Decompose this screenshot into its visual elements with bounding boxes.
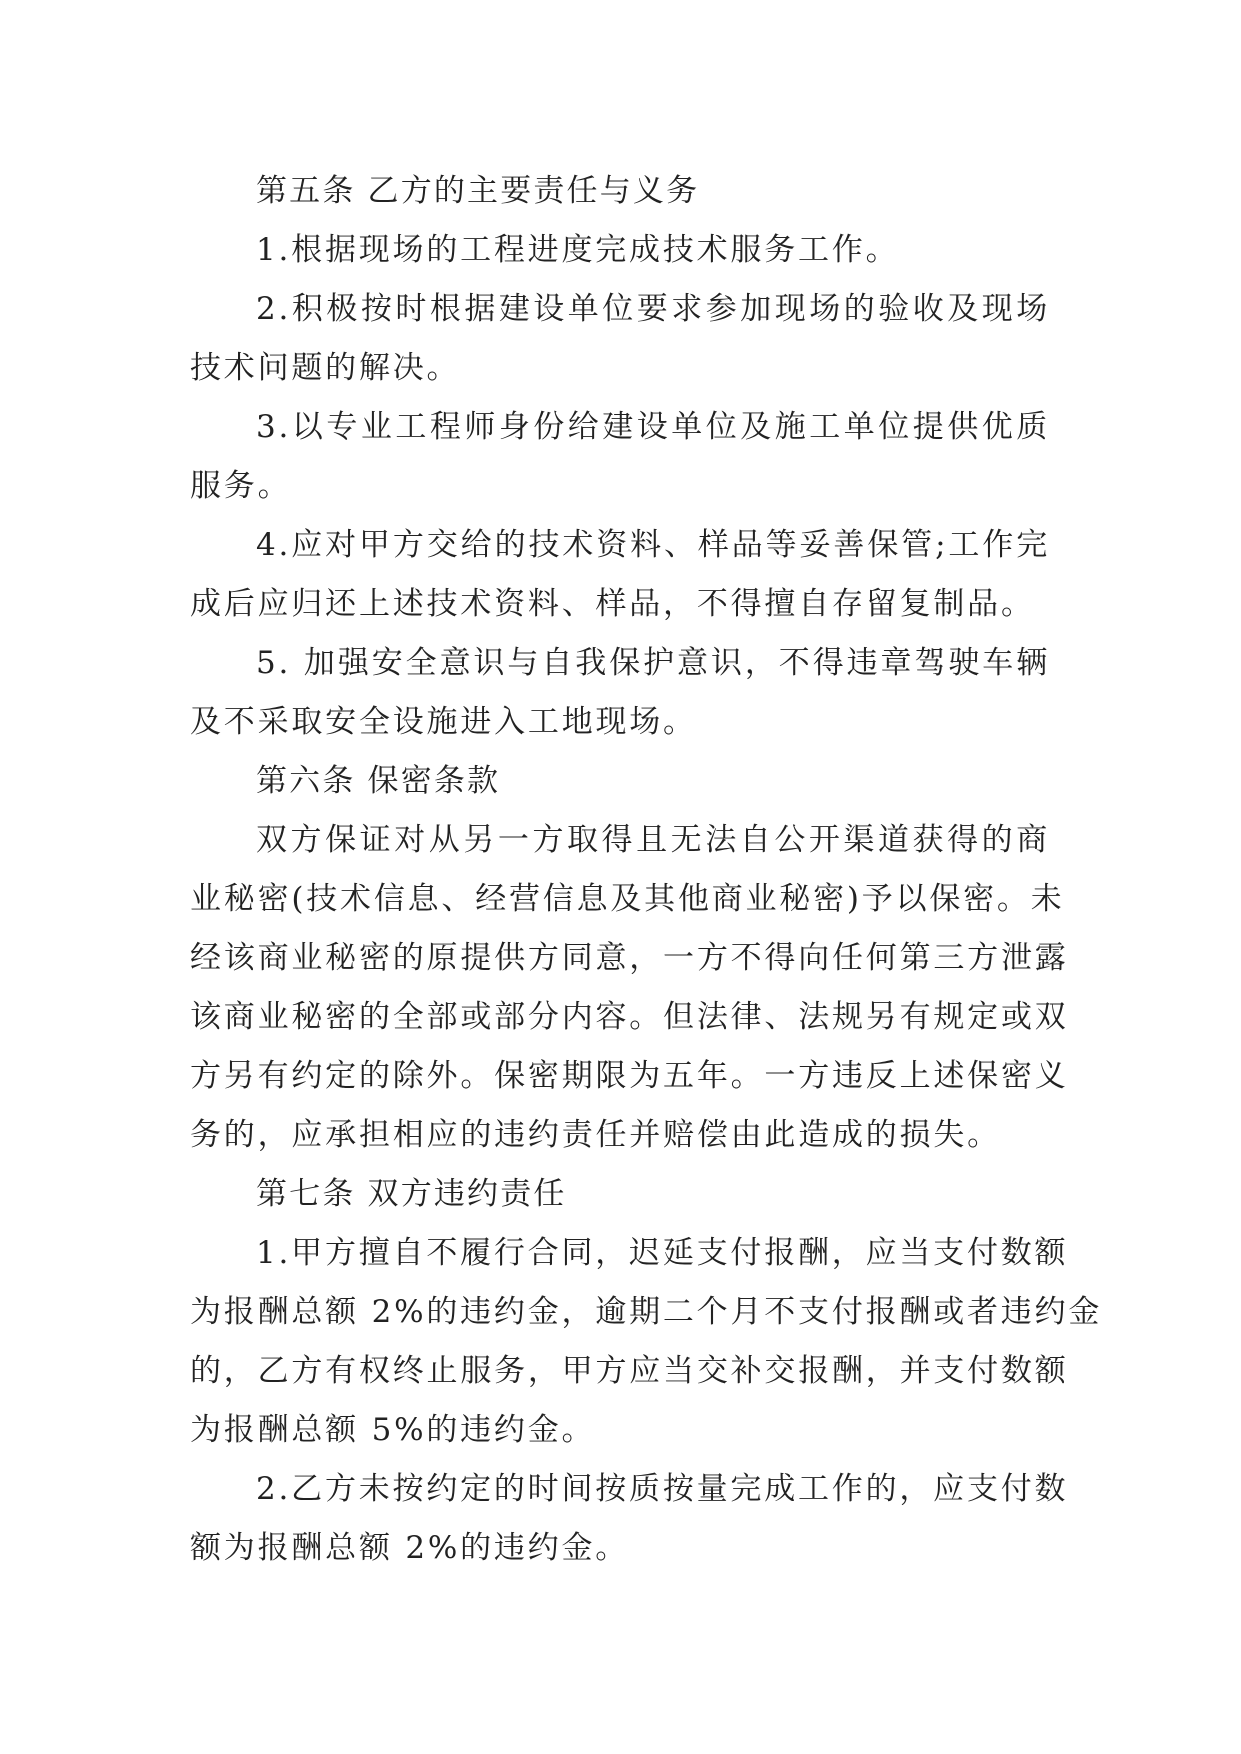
paragraph-line: 及不采取安全设施进入工地现场。 [190,704,697,740]
paragraph-line: 4.应对甲方交给的技术资料、样品等妥善保管;工作完 [256,527,1050,563]
paragraph-line: 该商业秘密的全部或部分内容。但法律、法规另有规定或双 [190,999,1069,1035]
paragraph-line: 双方保证对从另一方取得且无法自公开渠道获得的商 [256,822,1050,858]
section-heading-article-7: 第七条 双方违约责任 [256,1176,567,1212]
section-heading-article-5: 第五条 乙方的主要责任与义务 [256,173,700,209]
paragraph-line: 的，乙方有权终止服务，甲方应当交补交报酬，并支付数额 [190,1353,1069,1389]
document-body [190,162,1103,1578]
paragraph-line: 业秘密(技术信息、经营信息及其他商业秘密)予以保密。未 [190,881,1065,917]
paragraph-line: 成后应归还上述技术资料、样品，不得擅自存留复制品。 [190,586,1035,622]
paragraph-line: 方另有约定的除外。保密期限为五年。一方违反上述保密义 [190,1058,1069,1094]
paragraph-line: 2.积极按时根据建设单位要求参加现场的验收及现场 [256,291,1050,327]
paragraph-line: 3.以专业工程师身份给建设单位及施工单位提供优质 [256,409,1050,445]
paragraph-line: 服务。 [190,468,292,504]
paragraph-line: 技术问题的解决。 [190,350,461,386]
paragraph-line: 2.乙方未按约定的时间按质按量完成工作的，应支付数 [256,1471,1069,1507]
paragraph-line: 经该商业秘密的原提供方同意，一方不得向任何第三方泄露 [190,940,1069,976]
paragraph-line: 1.根据现场的工程进度完成技术服务工作。 [256,232,900,268]
paragraph-line: 务的，应承担相应的违约责任并赔偿由此造成的损失。 [190,1117,1001,1153]
paragraph-line: 额为报酬总额 2%的违约金。 [190,1530,630,1566]
paragraph-line: 为报酬总额 2%的违约金，逾期二个月不支付报酬或者违约金 [190,1294,1103,1330]
paragraph-line: 为报酬总额 5%的违约金。 [190,1412,596,1448]
paragraph-line: 5. 加强安全意识与自我保护意识，不得违章驾驶车辆 [256,645,1050,681]
section-heading-article-6: 第六条 保密条款 [256,763,501,799]
paragraph-line: 1.甲方擅自不履行合同，迟延支付报酬，应当支付数额 [256,1235,1069,1271]
